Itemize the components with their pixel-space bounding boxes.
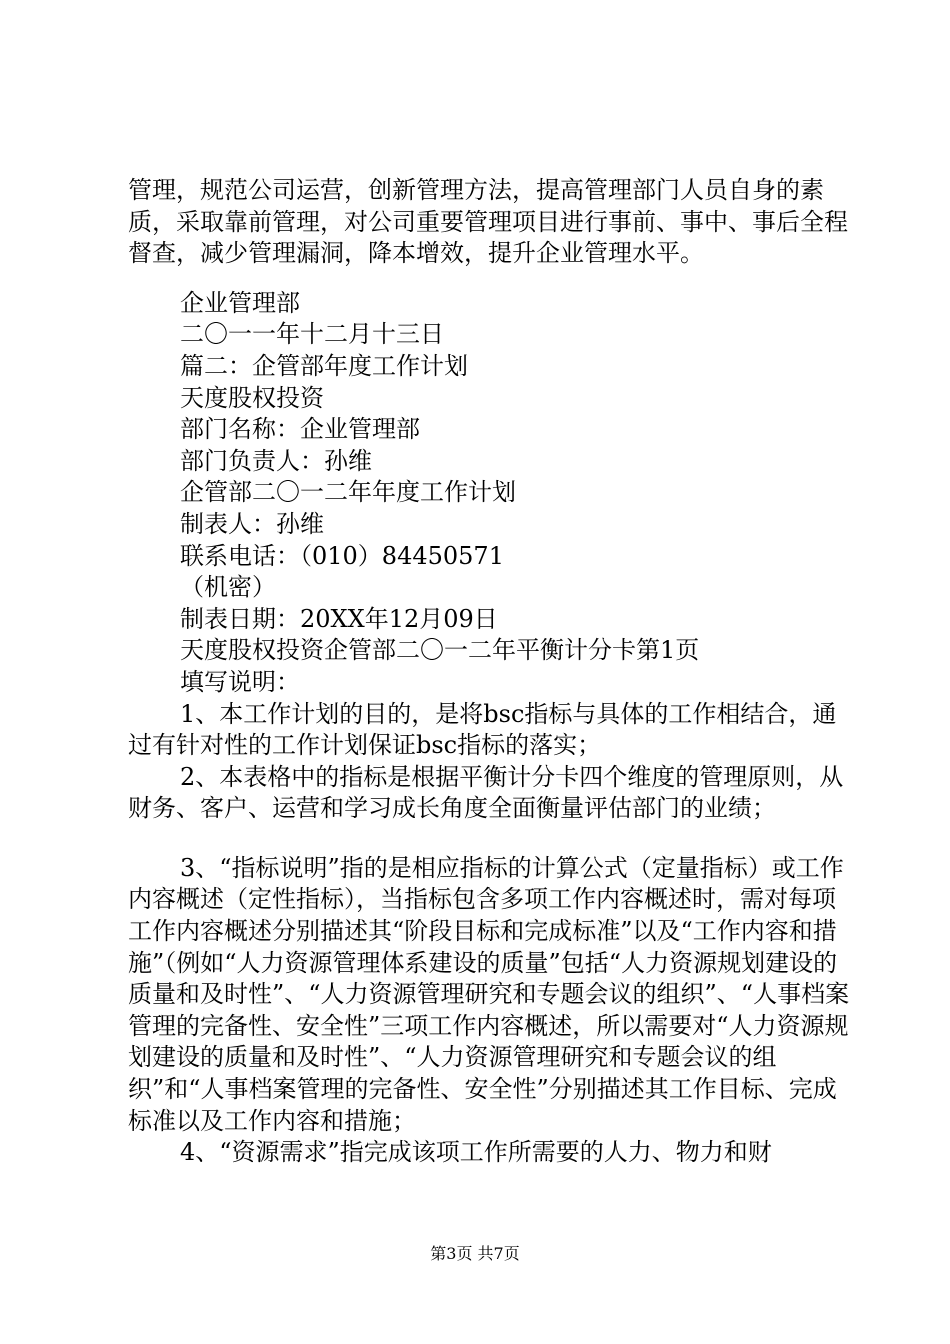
department-name: 部门名称：企业管理部 [180,415,420,444]
section-title: 篇二：企管部年度工作计划 [180,351,468,380]
preparer: 制表人：孙维 [180,509,324,538]
document-body [128,175,852,1169]
instruction-item-1: 1、本工作计划的目的，是将bsc指标与具体的工作相结合，通过有针对性的工作计划保证bsc指标的落实； [128,699,837,760]
scorecard-page-title: 天度股权投资企管部二〇一二年平衡计分卡第1页 [180,636,700,665]
company-name: 天度股权投资 [180,383,324,412]
instruction-item-3: 3、“指标说明”指的是相应指标的计算公式（定量指标）或工作内容概述（定性指标），当指标包含多项工作内容概述时，需对每项工作内容概述分别描述其“阶段目标和完成标准”以及“工作内容和措施”（例如“人力资源管理体系建设的质量”包括“人力资源规划建设的质量和及时性”、“人力资源管理研究和专题会议的组织”、“人事档案管理的完备性、安全性”三项工作内容概述，所以需要对“人力资源规划建设的质量和及时性”、“人力资源管理研究和专题会议的组织”和“人事档案管理的完备性、安全性”分别描述其工作目标、完成标准以及工作内容和措施； [128,853,850,1135]
contact-phone: 联系电话：（010）84450571 [180,541,504,570]
department-head: 部门负责人：孙维 [180,446,372,475]
instruction-item-4: 4、“资源需求”指完成该项工作所需要的人力、物力和财 [180,1138,772,1167]
plan-title: 企管部二〇一二年年度工作计划 [180,478,516,507]
instruction-item-2: 2、本表格中的指标是根据平衡计分卡四个维度的管理原则，从财务、客户、运营和学习成长角度全面衡量评估部门的业绩； [128,762,844,823]
signature-date: 二〇一一年十二月十三日 [180,320,444,349]
instructions-heading: 填写说明： [180,667,300,696]
department-signature: 企业管理部 [180,288,300,317]
intro-paragraph: 管理，规范公司运营，创新管理方法，提高管理部门人员自身的素质，采取靠前管理，对公司重要管理项目进行事前、事中、事后全程督查，减少管理漏洞，降本增效，提升企业管理水平。 [128,176,848,268]
page-footer: 第3页 共7页 [430,1244,520,1263]
prepared-date: 制表日期：20XX年12月09日 [180,604,498,633]
confidential-label: （机密） [180,573,276,602]
